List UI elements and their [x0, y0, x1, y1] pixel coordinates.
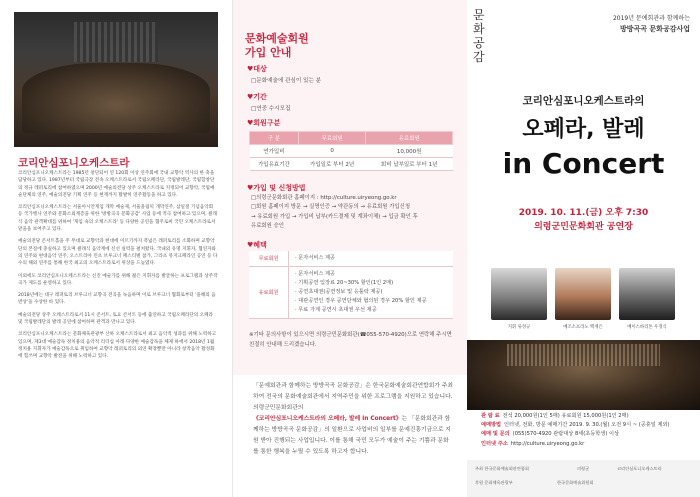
info-value: 인터넷, 전화, 방문 예매기간 2019. 9. 30.(월) 오전 9시 ~ (공휴일 제외)	[504, 422, 670, 429]
bio-paragraph: 코리안심포니오케스트라는 1985년 창단되어 연 120회 이상 연주회에 국내 교향악 역사의 한 축을 담당하고 있다. 1987년부터 국립극장 전속 오케스트라로서 국립오페라단, 국립발레단, 국립합창단의 정규 레퍼토리에 참여하였으며 2000년 예술의전당 상주 오케스트라로 지정되어 교향악, 국립예술단체의 연주, 예술의전당 기획 연주 등 현재까지 활발히 연주활동을 하고 있다.	[18, 171, 215, 198]
benefit-label: 유료회원	[249, 267, 289, 318]
benefit-item: · 기획공연 입장료 20~30% 할인(1인 2매)	[295, 280, 394, 286]
benefit-item: · 공연초대권(공연정보 및 응툴락 제공)	[295, 289, 383, 295]
concert-subtitle: 코리안심포니오케스트라의	[522, 95, 645, 107]
bio-paragraph: 이외에도 코리안심포니오케스트라는 신진 예술가를 위해 젊은 지휘자를 발굴하는 프로그램과 상주작곡가 제도를 운영하고 있다.	[18, 273, 218, 286]
bio-paragraph: 예술의전당 상주 오케스트라로서 11시 콘서트, 토요 콘서트 등에 출연하고 국립오페라단의 오페라 및 국립발레단의 발레 공연에 참여하며 관객과 만나고 있다.	[18, 312, 213, 326]
conductor-label: 지휘 류성규	[507, 325, 531, 330]
info-value: 전석 20,000원(1인 5매) 유료회원 15,000원(1인 2매)	[502, 413, 629, 419]
bio-paragraph: 코리안심포니오케스트라는 서울아시안게임 개막 예술제, 서울올림픽 개막연주, 삼일절 기념음악회 등 국가행사 연주와 문화소외계층을 위한 '방방곡곡 문화공감' 사업 등에 적극 참여하고 있으며, 클래식 음악 관객확대를 위하여 '게임 속의 오케스트라' 등 다양한 공연을 협주로써 국민 오케스트라로서 맡을을 보여주고 있다.	[18, 205, 218, 233]
join-step: → 유료회원 가입 → 가입비 납부(카드결제 및 계좌이체) → 입금 확인 후	[251, 213, 418, 220]
table-row	[250, 145, 453, 158]
join-step: □의령군문화회관 홈페이지 : http://culture.uiryeong.go.kr	[251, 195, 397, 201]
bio-paragraph: 2018년에는 대구 레퍼토리 브루크너 교향곡 전곡을 녹음하며 이로 브루크너 협회로부터 '올해의 음반상'을 수상한 바 있다.	[18, 293, 216, 306]
conductor-photo	[491, 268, 547, 320]
table-cell: 회비 납부일로 부터 1년	[366, 158, 453, 171]
period-heading: ♥기간	[247, 93, 267, 101]
table-cell: 10,000원	[366, 145, 453, 158]
right-panel	[467, 0, 700, 497]
info-key: 인터넷 주소	[481, 440, 508, 447]
info-key: 예매방법	[481, 422, 502, 429]
contact-note: ※기타 문의사항이 있으시면 의령군민문화회관(☎055-570-4920)으로 연락해 주시면 친절히 안내해 드리겠습니다.	[249, 332, 452, 348]
logo-korean-symphony: 코리안심포니오케스트라	[617, 466, 662, 471]
munhwa-gonggam-logo	[473, 8, 499, 64]
ticket-info-row	[481, 440, 691, 449]
logo-char: 문	[473, 8, 485, 22]
info-value: (055)570-4920 관람대상 8세(초등학생) 이상	[512, 431, 620, 438]
mezzo-label: 메조소프라노 백재은	[563, 325, 603, 330]
logo-arts-council: 한국문화예술위원회	[557, 480, 594, 485]
orchestra-bio	[18, 170, 218, 366]
orchestra-heading: 코리안심포니오케스트라	[18, 157, 130, 169]
logo-organizer: 주최 한국문화예술회관연합회	[475, 466, 529, 471]
orchestra-stage-photo	[467, 340, 700, 410]
join-heading: ♥가입 및 신청방법	[247, 184, 306, 192]
target-heading: ♥대상	[247, 65, 267, 73]
info-key: 관 람 료	[481, 413, 500, 419]
table-header: 유료회원	[366, 132, 453, 145]
table-header: 무료회원	[298, 132, 366, 145]
benefit-row	[249, 267, 453, 319]
benefit-row	[249, 251, 453, 267]
logo-sponsor-ministry: 후원 문화체육관광부	[475, 480, 513, 485]
left-panel	[0, 0, 233, 497]
table-cell: 0	[298, 145, 366, 158]
organ-pipes	[74, 22, 158, 62]
baritone-photo	[619, 268, 675, 320]
table-header: 구 분	[250, 132, 299, 145]
benefit-content	[289, 251, 341, 266]
membership-table	[249, 131, 453, 171]
table-cell: 가입유효기간	[250, 158, 299, 171]
benefit-heading: ♥혜택	[247, 241, 267, 249]
middle-panel	[233, 0, 467, 497]
target-text: □문화예술에 관심이 있는 분	[251, 78, 322, 84]
join-step: 유료회원 승인	[251, 223, 284, 230]
title-line1: 문화예술회원	[245, 32, 309, 45]
ticket-info	[481, 412, 691, 449]
concert-venue: 의령군민문화회관 공연장	[534, 222, 633, 232]
table-cell: 연가입비	[250, 145, 299, 158]
logo-uiryeong: 의령군	[577, 466, 590, 471]
ticket-info-row	[481, 430, 691, 439]
ticket-info-row	[481, 412, 691, 421]
period-text: □연중 수시모집	[251, 106, 291, 112]
stage	[22, 63, 210, 133]
info-key: 예매 및 문의	[481, 431, 510, 438]
logo-char: 감	[473, 50, 485, 64]
benefit-item: · 무료 가계 공연시 초대권 우선 제공	[295, 307, 377, 313]
class-heading: ♥회원구분	[247, 119, 281, 127]
concert-title-line2: in Concert	[502, 147, 665, 180]
baritone-label: 베이스바리톤 우경식	[627, 325, 667, 330]
title-line2: 가입 안내	[245, 46, 292, 59]
benefit-label: 무료회원	[249, 251, 289, 266]
concert-date: 2019. 10. 11.(금) 오후 7:30	[518, 208, 649, 218]
ticket-info-row	[481, 421, 691, 430]
benefit-item: · 문자서비스 제공	[295, 271, 336, 277]
bio-paragraph: 코리안심포니오케스트라는 문화체육관광부 산하 오케스트라로서 최고 음악적 성과를 위해 노력하고 있으며, 제3대 예술감독 정치용의 음악적 리더십 아래 다양한 예술감독을 체제 하에서 2018년 1월 정치용 지휘자가 예술감독으로 취임하여 교향악 레퍼토리의 외연 확장뿐만 아니라 창작음악 활성화에 힘쓰며 교향악 발전을 위해 노력하고 있다.	[18, 332, 217, 360]
benefit-item: · 대관공연인 경우 공연단체와 협의된 경우 20% 할인 제공	[295, 298, 427, 304]
info-value: http://culture.uiryeong.go.kr	[510, 440, 585, 447]
table-row	[250, 158, 453, 171]
benefit-item: · 문자서비스 제공	[295, 255, 336, 261]
logo-char: 공	[473, 36, 485, 50]
concert-title-line1: 오페라, 발레	[522, 117, 645, 142]
join-steps	[251, 194, 451, 232]
table-cell: 가입일로 부터 2년	[298, 158, 366, 171]
benefit-table	[249, 251, 453, 319]
join-step: □회원 홈페이지 방문 → 실명인증 → 약관동의 → 유료회원 가입신청	[251, 204, 411, 211]
logo-char: 화	[473, 22, 485, 36]
sponsor-logos	[467, 460, 700, 497]
membership-title	[245, 32, 309, 60]
organ-pipes	[507, 344, 660, 366]
orchestra-photo	[14, 12, 218, 147]
program-header: 2019년 문예회관과 함께하는 방방곡곡 문화공감사업	[612, 15, 690, 33]
benefit-content	[289, 267, 433, 318]
bio-paragraph: 예술의전당 콘서트홀을 주 무대로 교향악과 현대에 이르기까지 폭넓은 레퍼토리를 소화하며 교향악단의 본질에 충실하고 있으며 클래식 음악계에 신선 실력을 펼쳐왔다. 국내외 유명 지휘자, 협연자와의 연주와 현대음악 연주, 오스트리아 린츠 브루크너 페스티벌 참가, 그라츠 뮤지크페라인 공연 등 다수의 해외 연주를 통해 한국 최고의 오케스트라로서 위상을 드높였다.	[18, 239, 218, 267]
mezzo-photo	[555, 268, 611, 320]
program-quote: 「문예회관과 함께하는 방방곡곡 문화공감」은 한국문화예술회관연합회가 주최하여 전국의 문화예술회관에서 지역주민을 위한 프로그램을 지원하고 있습니다. 의령군민문화회관의 《코리안심포니오케스트라의 오페라, 발레 in Concert》는 「문화회관과 함께하는 방방곡곡 문화공감」의 일환으로 사업비의 일부를 문예진흥기금으로 지원 받아 진행되는 사업입니다. 이를 통해 국민 모두가 예술이 주는 기쁨과 문화를 통한 행복을 누릴 수 있도록 하고자 합니다.	[253, 383, 454, 455]
